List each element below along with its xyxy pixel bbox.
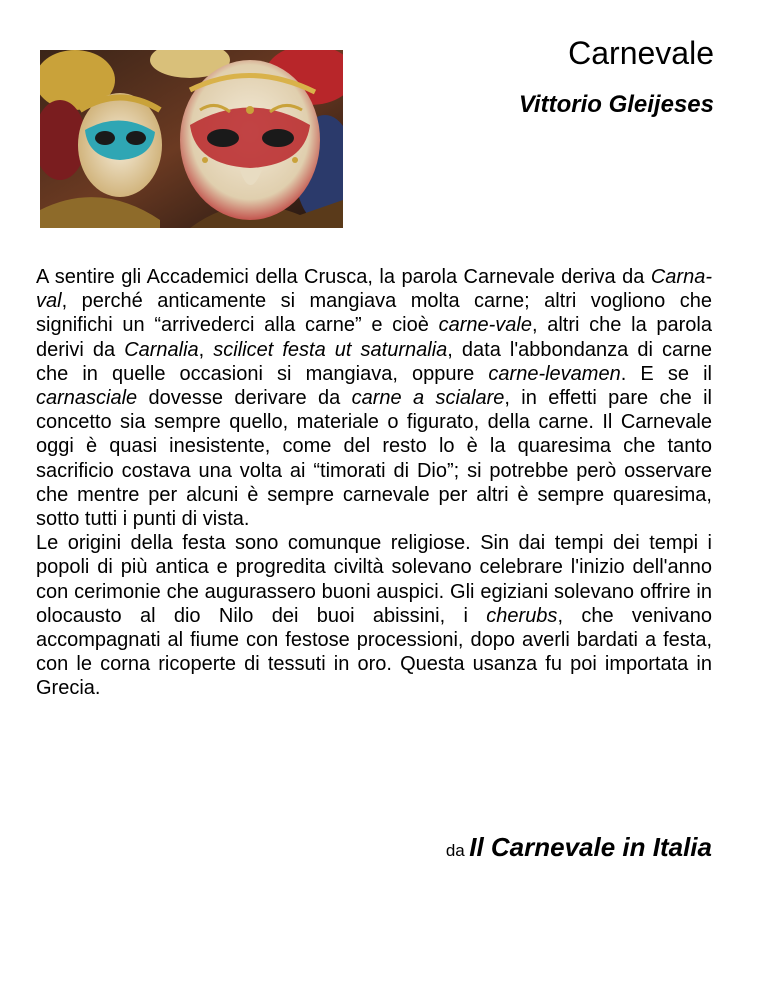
- italic-term: carnasciale: [36, 387, 138, 410]
- source-citation: [446, 832, 712, 863]
- italic-term: carne a scialare: [351, 387, 505, 410]
- text-run: ,: [198, 338, 214, 361]
- text-run: , perché anticamente si mangiava molta carne; altri vogliono che significhi un “arrivederci alla carne” e cioè: [36, 290, 712, 337]
- text-run: , data l'abbondanza di carne che in quelle occasioni si mangiava, oppure: [36, 338, 712, 385]
- text-run: A sentire gli Accademici della Crusca, la parola Carnevale deriva da: [36, 266, 651, 288]
- text-run: , in effetti pare che il concetto sia sempre quello, materiale o figurato, della carne. Il Carnevale oggi è quasi inesistente, come del resto lo è la quaresima che tanto sacrificio costava una volta ai “timorati di Dio”; si potrebbe però osservare che mentre per alcuni è sempre carnevale per altri è sempre quaresima, sotto tutti i punti di vista.: [36, 387, 712, 531]
- text-run: . E se il: [620, 362, 712, 385]
- source-book-title: Il Carnevale in Italia: [469, 832, 712, 862]
- article-body: [36, 265, 712, 701]
- document-title: Carnevale: [568, 35, 714, 71]
- text-run: , che venivano accompagnati al fiume con festose processioni, dopo averli bardati a festa, con le corna ricoperte di tessuti in oro. Questa usanza fu poi importata in Grecia.: [36, 604, 712, 700]
- text-run: Le origini della festa sono comunque religiose. Sin dai tempi dei tempi i popoli di più antica e progredita civiltà solevano celebrare l'inizio dell'anno con cerimonie che augurassero buoni auspici. Gli egiziani solevano offrire in olocausto al dio Nilo dei buoi abissini, i: [36, 532, 712, 627]
- paragraph: [36, 265, 712, 531]
- italic-term: carne-vale: [438, 314, 532, 337]
- italic-term: Carna-val: [36, 266, 712, 313]
- italic-term: cherubs: [486, 604, 558, 627]
- carnival-masks-image: [40, 50, 343, 228]
- text-run: dovesse derivare da: [137, 387, 352, 410]
- author-name: Vittorio Gleijeses: [518, 91, 714, 118]
- source-prefix: da: [445, 841, 465, 860]
- italic-term: scilicet festa ut saturnalia: [213, 338, 448, 361]
- text-run: , altri che la parola derivi da: [36, 314, 713, 361]
- carnival-masks-icon: [40, 50, 343, 228]
- paragraph: [36, 531, 712, 700]
- italic-term: carne-levamen: [488, 362, 621, 385]
- italic-term: Carnalia: [124, 338, 199, 361]
